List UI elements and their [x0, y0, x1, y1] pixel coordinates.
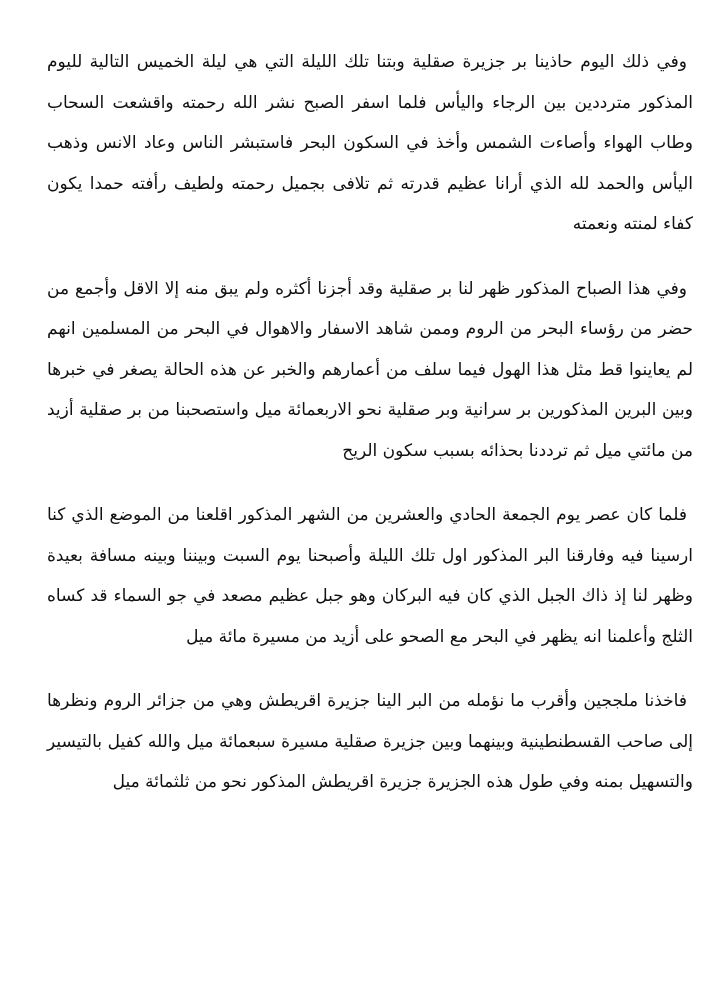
paragraph: وفي ذلك اليوم حاذينا بر جزيرة صقلية وبتنا تلك الليلة التي هي ليلة الخميس التالية لليوم المذكور مترددين بين الرجاء واليأس فلما اسفر الصبح نشر الله رحمته واقشعت السحاب وطاب الهواء وأصاءت الشمس وأخذ في السكون البحر فاستبشر الناس وعاد الانس وذهب اليأس والحمد لله الذي أرانا عظيم قدرته ثم تلافى بجميل رحمته ولطيف رأفته حمدا يكون كفاء لمنته ونعمته: [47, 52, 693, 234]
paragraph: فاخذنا ملججين وأقرب ما نؤمله من البر الينا جزيرة اقريطش وهي من جزائر الروم ونظرها إلى صاحب القسطنطينية وبينهما وبين جزيرة صقلية مسيرة سبعمائة ميل والله كفيل بالتيسير والتسهيل بمنه وفي طول هذه الجزيرة جزيرة اقريطش المذكور نحو من ثلثمائة ميل: [47, 691, 693, 792]
paragraph: وفي هذا الصباح المذكور ظهر لنا بر صقلية وقد أجزنا أكثره ولم يبق منه إلا الاقل وأجمع من حضر من رؤساء البحر من الروم وممن شاهد الاسفار والاهوال في البحر من المسلمين انهم لم يعاينوا قط مثل هذا الهول فيما سلف من أعمارهم والخبر عن هذه الحالة يصغر في خبرها وبين البرين المذكورين بر سرانية وبر صقلية نحو الاربعمائة ميل واستصحبنا من بر صقلية أزيد من مائتي ميل ثم ترددنا بحذائه بسبب سكون الريح: [47, 278, 693, 461]
document-body: [47, 42, 693, 827]
paragraph: فلما كان عصر يوم الجمعة الحادي والعشرين من الشهر المذكور اقلعنا من الموضع الذي كنا ارسينا فيه وفارقنا البر المذكور اول تلك الليلة وأصبحنا يوم السبت وبيننا وبينه مسافة بعيدة وظهر لنا إذ ذاك الجبل الذي كان فيه البركان وهو جبل عظيم مصعد في جو السماء قد كساه الثلج وأعلمنا انه يظهر في البحر مع الصحو على أزيد من مسيرة مائة ميل: [47, 505, 693, 647]
